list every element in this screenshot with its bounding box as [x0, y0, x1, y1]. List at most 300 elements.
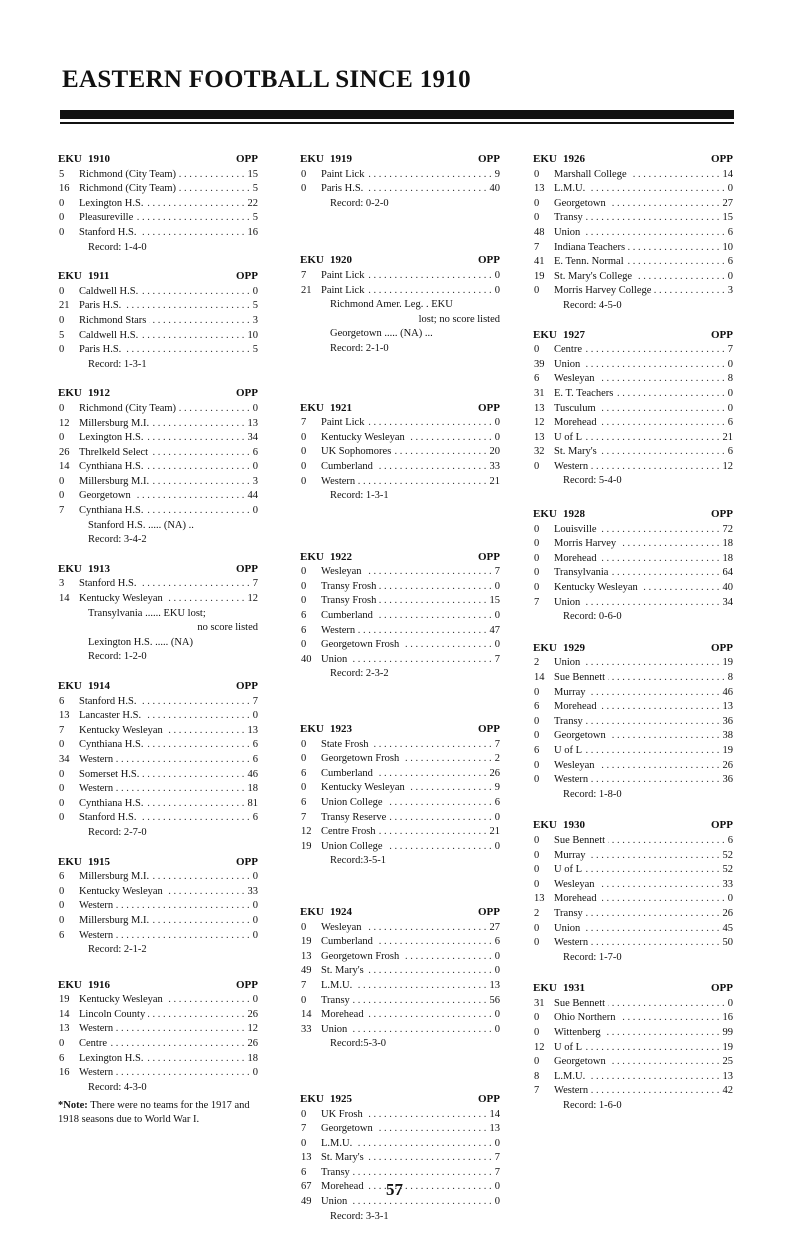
- opponent-name: [79, 753, 250, 768]
- opponent-name: [79, 446, 250, 461]
- header-rule-thin: [60, 122, 734, 124]
- game-row: [533, 1026, 733, 1041]
- footnote: [58, 1099, 258, 1127]
- game-row: [533, 168, 733, 183]
- opponent-name: [321, 840, 492, 855]
- eku-score: 12: [301, 826, 312, 838]
- game-row: [58, 782, 258, 797]
- season-record: Record: 0-6-0: [563, 611, 622, 623]
- opponent-name: [554, 537, 720, 552]
- opp-score: 7: [492, 1166, 500, 1181]
- opponent-label: L.M.U.: [554, 1071, 588, 1082]
- game-row: [300, 994, 500, 1009]
- opp-column-label: OPP: [236, 270, 258, 283]
- opponent-name: [554, 715, 720, 730]
- opponent-label: Paris H.S.: [79, 344, 124, 355]
- eku-score: 33: [301, 1023, 312, 1035]
- opponent-name: [554, 773, 720, 788]
- season-block: [58, 269, 258, 372]
- eku-score: 6: [301, 624, 307, 636]
- opponent-label: Lexington H.S.: [79, 432, 146, 443]
- eku-score: 7: [534, 596, 540, 608]
- eku-score: 0: [301, 782, 307, 794]
- opp-score: 0: [492, 964, 500, 979]
- opp-score: 0: [725, 997, 733, 1012]
- eku-score: 49: [301, 965, 312, 977]
- season-record: Record:3-5-1: [330, 855, 386, 867]
- opp-score: 0: [250, 870, 258, 885]
- opp-score: 26: [245, 1008, 259, 1023]
- game-row: [533, 1011, 733, 1026]
- opp-score: 0: [492, 1023, 500, 1038]
- opponent-label: Richmond Stars: [79, 315, 149, 326]
- game-row: [58, 314, 258, 329]
- game-row: [533, 1070, 733, 1085]
- opponent-label: Stanford H.S.: [79, 227, 139, 238]
- game-row: [58, 182, 258, 197]
- opponent-label: Transy: [554, 716, 586, 727]
- opp-column-label: OPP: [711, 328, 733, 341]
- opponent-name: [79, 724, 245, 739]
- game-row: [300, 284, 500, 299]
- season-block: [533, 328, 733, 490]
- eku-score: 0: [301, 753, 307, 765]
- opponent-label: Western: [321, 476, 358, 487]
- opp-score: 0: [492, 416, 500, 431]
- opponent-label: Centre Frosh: [321, 826, 379, 837]
- opp-score: 72: [720, 523, 734, 538]
- eku-score: 0: [534, 582, 540, 594]
- opponent-label: UK Sophomores: [321, 446, 394, 457]
- opp-score: 12: [245, 592, 259, 607]
- opp-score: 16: [720, 1011, 734, 1026]
- game-row: [533, 1055, 733, 1070]
- opp-score: 15: [487, 594, 501, 609]
- eku-score: 0: [301, 475, 307, 487]
- game-row: [533, 284, 733, 299]
- eku-score: 0: [301, 994, 307, 1006]
- opponent-label: Western: [79, 930, 116, 941]
- opp-score: 27: [720, 197, 734, 212]
- game-row: [533, 431, 733, 446]
- opp-score: 13: [245, 417, 259, 432]
- eku-score: 0: [534, 759, 540, 771]
- opp-score: 18: [245, 1052, 259, 1067]
- game-row: [58, 343, 258, 358]
- eku-score: 6: [301, 767, 307, 779]
- opp-score: 8: [725, 671, 733, 686]
- season-record: Record:5-3-0: [330, 1038, 386, 1050]
- season-block: [58, 679, 258, 841]
- game-row: [300, 964, 500, 979]
- opponent-label: Morehead: [321, 1181, 367, 1192]
- page-title: EASTERN FOOTBALL SINCE 1910: [62, 66, 471, 93]
- opponent-label: Union College: [321, 841, 386, 852]
- eku-score: 6: [59, 929, 65, 941]
- opponent-label: Cynthiana H.S.: [79, 798, 146, 809]
- game-row: [533, 671, 733, 686]
- season-header: [533, 981, 733, 996]
- opponent-name: [554, 566, 720, 581]
- opponent-label: St. Mary's College: [554, 271, 635, 282]
- opp-score: 0: [492, 1180, 500, 1195]
- eku-score: 0: [59, 1038, 65, 1050]
- opp-score: 6: [725, 255, 733, 270]
- opponent-name: [321, 475, 487, 490]
- opponent-label: E. T. Teachers: [554, 388, 616, 399]
- opponent-label: Caldwell H.S.: [79, 286, 141, 297]
- eku-column-label: EKU: [300, 1092, 324, 1105]
- game-row: [300, 624, 500, 639]
- opponent-label: E. Tenn. Normal: [554, 256, 627, 267]
- opponent-name: [321, 638, 492, 653]
- game-row: [58, 1037, 258, 1052]
- opponent-name: [321, 182, 487, 197]
- season-block: [300, 152, 500, 211]
- opponent-name: [554, 936, 720, 951]
- game-row: [300, 1151, 500, 1166]
- opponent-label: Union: [554, 657, 583, 668]
- opponent-label: Marshall College: [554, 169, 630, 180]
- eku-score: 5: [59, 168, 65, 180]
- opp-score: 0: [492, 840, 500, 855]
- game-row: [533, 849, 733, 864]
- eku-score: 0: [534, 197, 540, 209]
- game-row: [533, 552, 733, 567]
- eku-score: 0: [534, 523, 540, 535]
- opp-score: 13: [720, 700, 734, 715]
- game-row: [533, 863, 733, 878]
- game-row: [533, 537, 733, 552]
- opponent-name: [79, 431, 245, 446]
- game-row: [533, 387, 733, 402]
- opponent-name: [321, 994, 487, 1009]
- opp-column-label: OPP: [711, 153, 733, 165]
- season-block: [300, 401, 500, 504]
- opponent-name: [321, 964, 492, 979]
- opponent-label: Ohio Northern: [554, 1012, 619, 1023]
- opponent-name: [79, 285, 250, 300]
- eku-score: 48: [534, 226, 545, 238]
- season-header: [58, 152, 258, 167]
- game-row: [58, 993, 258, 1008]
- game-row: [58, 329, 258, 344]
- opp-score: 20: [487, 445, 501, 460]
- opponent-label: Transy Frosh: [321, 581, 379, 592]
- opponent-name: [321, 594, 487, 609]
- season-header: [300, 550, 500, 565]
- game-row: [58, 475, 258, 490]
- season-header: [300, 401, 500, 416]
- opp-score: 0: [250, 709, 258, 724]
- opponent-label: Stanford H.S.: [79, 578, 139, 589]
- opponent-label: Paint Lick: [321, 285, 367, 296]
- opponent-name: [554, 431, 720, 446]
- eku-score: 0: [59, 475, 65, 487]
- eku-column-label: EKU: [300, 905, 324, 918]
- opponent-name: [554, 460, 720, 475]
- game-row: [300, 811, 500, 826]
- eku-score: 0: [59, 344, 65, 356]
- opp-score: 0: [250, 504, 258, 519]
- eku-score: 0: [59, 402, 65, 414]
- opponent-name: [321, 738, 492, 753]
- eku-score: 6: [534, 701, 540, 713]
- opponent-label: UK Frosh: [321, 1109, 366, 1120]
- opp-score: 16: [245, 226, 259, 241]
- eku-column-label: EKU: [58, 680, 82, 692]
- season-year: 1912: [88, 387, 110, 400]
- opponent-name: [554, 759, 720, 774]
- game-row: [300, 1122, 500, 1137]
- opponent-label: St. Mary's: [554, 446, 600, 457]
- opponent-name: [321, 431, 492, 446]
- opponent-name: [554, 1055, 720, 1070]
- eku-score: 2: [534, 657, 540, 669]
- opponent-label: Wesleyan: [554, 760, 598, 771]
- opponent-label: Wesleyan: [554, 373, 598, 384]
- opponent-name: [79, 329, 245, 344]
- opponent-name: [79, 993, 250, 1008]
- eku-score: 0: [301, 1137, 307, 1149]
- game-row: [58, 738, 258, 753]
- opp-score: 6: [725, 226, 733, 241]
- eku-score: 0: [59, 314, 65, 326]
- season-note: Lexington H.S. ..... (NA): [88, 636, 193, 648]
- game-row: [533, 241, 733, 256]
- game-row: [533, 416, 733, 431]
- opp-score: 26: [720, 759, 734, 774]
- opponent-label: Millersburg M.I.: [79, 871, 152, 882]
- opponent-name: [554, 1011, 720, 1026]
- opp-score: 6: [250, 753, 258, 768]
- eku-score: 12: [59, 417, 70, 429]
- opponent-name: [554, 197, 720, 212]
- eku-score: 12: [534, 1041, 545, 1053]
- game-row: [58, 446, 258, 461]
- opponent-label: Murray: [554, 850, 589, 861]
- opp-column-label: OPP: [236, 562, 258, 575]
- eku-score: 0: [534, 285, 540, 297]
- game-row: [533, 936, 733, 951]
- opponent-label: Western: [554, 1085, 591, 1096]
- opponent-name: [79, 314, 250, 329]
- opp-column-label: OPP: [711, 982, 733, 995]
- season-year: 1927: [563, 328, 585, 341]
- eku-column-label: EKU: [533, 153, 557, 165]
- eku-column-label: EKU: [58, 978, 82, 991]
- opponent-label: Richmond (City Team): [79, 403, 179, 414]
- eku-score: 6: [301, 797, 307, 808]
- season-record: Record: 1-6-0: [563, 1100, 622, 1112]
- season-header: [300, 1092, 500, 1107]
- opp-score: 22: [245, 197, 259, 212]
- opponent-name: [79, 460, 250, 475]
- opponent-label: Morehead: [321, 1009, 367, 1020]
- opp-score: 81: [245, 797, 259, 812]
- game-row: [58, 431, 258, 446]
- opponent-label: Lincoln County: [79, 1009, 148, 1020]
- opponent-name: [321, 781, 492, 796]
- opponent-label: Cumberland: [321, 610, 376, 621]
- season-header: [533, 152, 733, 167]
- season-block: [58, 855, 258, 958]
- game-row: [533, 922, 733, 937]
- opponent-name: [79, 577, 250, 592]
- opponent-label: Western: [79, 754, 116, 765]
- opponent-name: [554, 1026, 720, 1041]
- opponent-label: Stanford H.S.: [79, 812, 139, 823]
- opp-score: 13: [245, 724, 259, 739]
- opponent-label: Western: [79, 783, 116, 794]
- game-row: [300, 979, 500, 994]
- opp-score: 0: [492, 580, 500, 595]
- game-row: [533, 402, 733, 417]
- season-block: [300, 1092, 500, 1224]
- opponent-name: [321, 767, 487, 782]
- opponent-label: Morehead: [554, 417, 600, 428]
- opponent-label: Western: [79, 900, 116, 911]
- opp-score: 0: [725, 358, 733, 373]
- opponent-name: [321, 1137, 492, 1152]
- game-row: [533, 700, 733, 715]
- season-block: [58, 152, 258, 255]
- opp-score: 6: [725, 416, 733, 431]
- opponent-name: [321, 609, 492, 624]
- opponent-label: Union: [554, 597, 583, 608]
- game-row: [533, 759, 733, 774]
- season-block: [300, 905, 500, 1052]
- opponent-label: Transy: [321, 995, 353, 1006]
- opp-score: 3: [250, 314, 258, 329]
- opponent-name: [79, 782, 245, 797]
- season-record: Record: 2-1-0: [330, 342, 389, 354]
- opponent-name: [321, 1151, 492, 1166]
- opponent-label: Stanford H.S.: [79, 696, 139, 707]
- eku-column-label: EKU: [300, 401, 324, 414]
- eku-column-label: EKU: [533, 641, 557, 654]
- game-row: [300, 416, 500, 431]
- opp-score: 21: [487, 475, 501, 490]
- opp-score: 9: [492, 781, 500, 796]
- opponent-label: Kentucky Wesleyan: [321, 782, 408, 793]
- season-header: [58, 386, 258, 401]
- eku-score: 12: [534, 417, 545, 429]
- eku-score: 2: [534, 907, 540, 919]
- opp-score: 0: [725, 387, 733, 402]
- game-row: [58, 753, 258, 768]
- season-header: [533, 507, 733, 522]
- opponent-name: [554, 729, 720, 744]
- eku-column-label: EKU: [300, 254, 324, 267]
- opp-column-label: OPP: [478, 153, 500, 165]
- opp-score: 19: [720, 744, 734, 759]
- opponent-label: Transy Frosh: [321, 595, 379, 606]
- eku-score: 0: [534, 212, 540, 224]
- opponent-label: Somerset H.S.: [79, 769, 142, 780]
- opponent-label: Lexington H.S.: [79, 198, 146, 209]
- game-row: [300, 752, 500, 767]
- eku-score: 0: [59, 739, 65, 751]
- opp-score: 0: [492, 269, 500, 284]
- opp-score: 40: [720, 581, 734, 596]
- season-note: Transylvania ...... EKU lost;: [88, 607, 206, 619]
- opp-score: 5: [250, 182, 258, 197]
- season-year: 1911: [88, 270, 110, 283]
- eku-score: 0: [59, 914, 65, 926]
- season-block: [533, 152, 733, 314]
- opponent-name: [79, 929, 250, 944]
- eku-score: 0: [301, 183, 307, 195]
- opponent-name: [321, 653, 492, 668]
- opponent-label: L.M.U.: [554, 183, 588, 194]
- opp-score: 13: [720, 1070, 734, 1085]
- eku-score: 49: [301, 1196, 312, 1208]
- opp-score: 0: [492, 1137, 500, 1152]
- game-row: [533, 773, 733, 788]
- opp-score: 7: [250, 577, 258, 592]
- opp-score: 19: [720, 1041, 734, 1056]
- game-row: [533, 226, 733, 241]
- game-row: [300, 921, 500, 936]
- opponent-name: [321, 565, 492, 580]
- game-row: [58, 1066, 258, 1081]
- opp-score: 0: [492, 950, 500, 965]
- opp-score: 25: [720, 1055, 734, 1070]
- game-row: [58, 929, 258, 944]
- opponent-name: [79, 1022, 245, 1037]
- game-row: [58, 460, 258, 475]
- opp-score: 0: [250, 1066, 258, 1081]
- eku-score: 0: [301, 460, 307, 472]
- opp-score: 13: [487, 979, 501, 994]
- opp-score: 27: [487, 921, 501, 936]
- opponent-name: [554, 372, 725, 387]
- opponent-name: [79, 768, 245, 783]
- opponent-label: Sue Bennett: [554, 835, 608, 846]
- opponent-label: Union: [321, 1196, 350, 1207]
- eku-column-label: EKU: [300, 723, 324, 736]
- game-row: [58, 197, 258, 212]
- opp-column-label: OPP: [236, 978, 258, 991]
- column-2: [300, 152, 500, 1224]
- game-row: [533, 523, 733, 538]
- game-row: [300, 1166, 500, 1181]
- opp-score: 3: [250, 475, 258, 490]
- opponent-name: [321, 1008, 492, 1023]
- eku-score: 7: [59, 505, 65, 517]
- opponent-label: Kentucky Wesleyan: [79, 725, 166, 736]
- opponent-label: Morehead: [554, 553, 600, 564]
- opponent-label: Western: [554, 774, 591, 785]
- opponent-label: State Frosh: [321, 739, 372, 750]
- eku-column-label: EKU: [533, 819, 557, 832]
- eku-score: 0: [534, 538, 540, 550]
- game-row: [58, 709, 258, 724]
- opp-score: 3: [725, 284, 733, 299]
- season-record: Record: 2-1-2: [88, 944, 147, 956]
- opponent-name: [79, 1008, 245, 1023]
- eku-score: 19: [301, 936, 312, 948]
- game-row: [58, 299, 258, 314]
- opp-score: 5: [250, 299, 258, 314]
- opponent-name: [554, 168, 720, 183]
- opponent-label: Union College: [321, 797, 386, 808]
- game-row: [58, 504, 258, 519]
- eku-score: 8: [534, 1070, 540, 1082]
- opponent-name: [79, 914, 250, 929]
- opponent-label: Kentucky Wesleyan: [79, 593, 166, 604]
